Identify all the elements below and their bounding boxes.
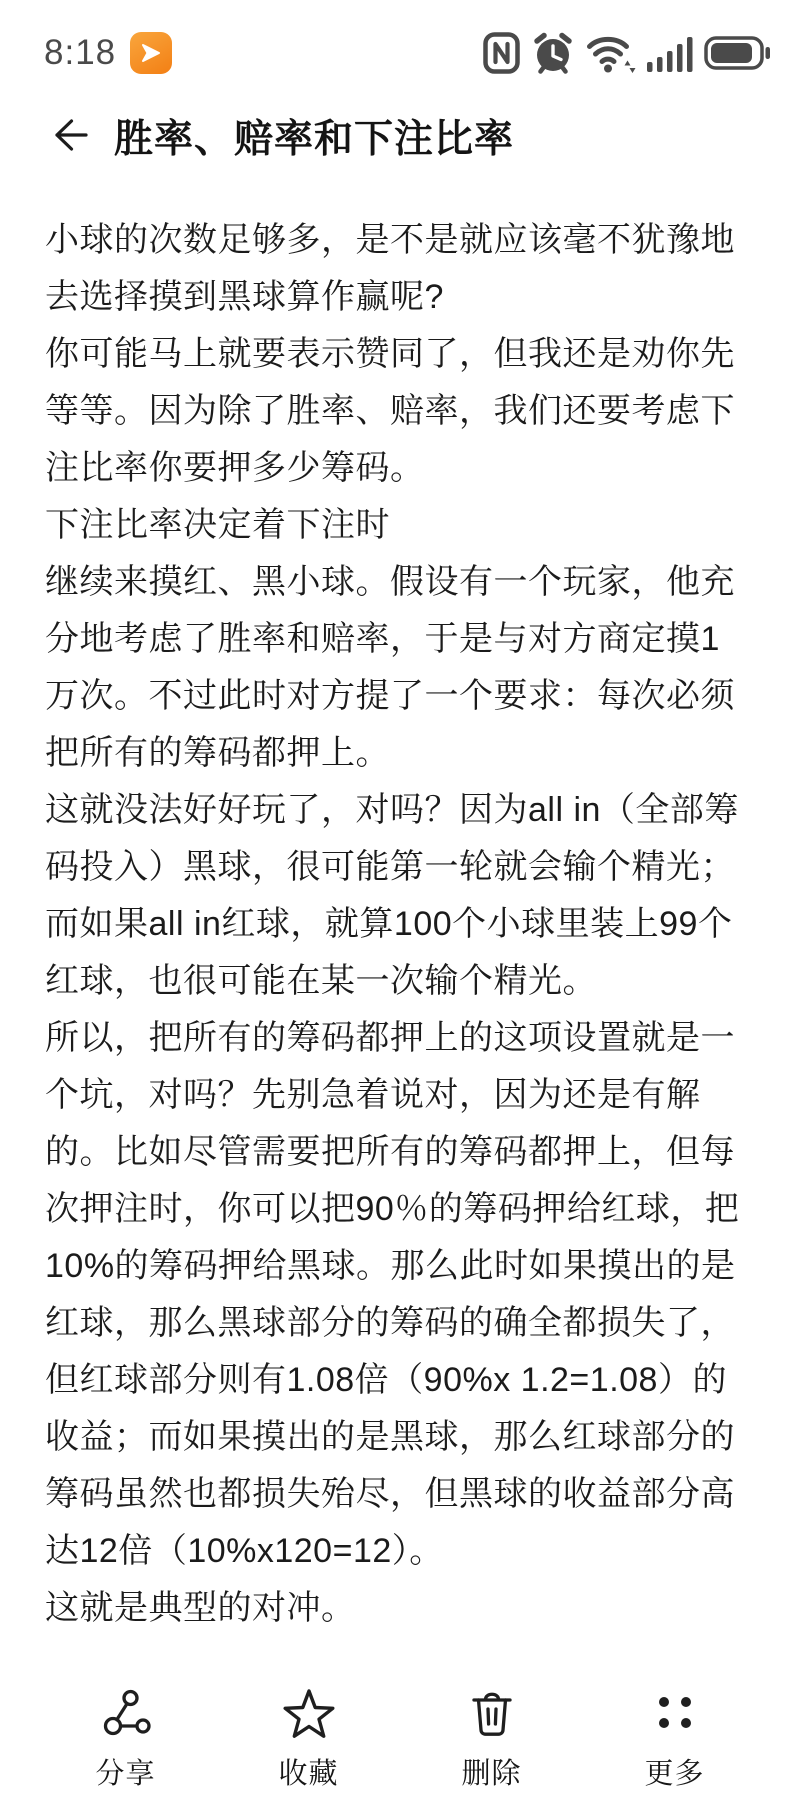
status-bar <box>0 0 800 92</box>
share-button[interactable] <box>34 1686 217 1792</box>
delete-label: 删除 <box>461 1758 522 1790</box>
page-title: 胜率、赔率和下注比率 <box>114 118 515 161</box>
back-arrow-icon <box>47 112 93 161</box>
article-line: 而如果all in红球，就算100个小球里装上99个 <box>45 905 733 943</box>
back-button[interactable] <box>46 112 94 160</box>
article-line: 红球，那么黑球部分的筹码的确全都损失了， <box>45 1304 735 1342</box>
share-label: 分享 <box>95 1758 156 1790</box>
article-line: 把所有的筹码都押上。 <box>45 734 390 772</box>
trash-icon <box>465 1686 519 1740</box>
status-bar-right <box>483 31 770 75</box>
article-line: 这就是典型的对冲。 <box>45 1589 356 1627</box>
nfc-icon <box>483 32 520 74</box>
status-bar-left <box>44 32 172 74</box>
article-line: 码投入）黑球，很可能第一轮就会输个精光； <box>45 848 735 886</box>
clock-time: 8:18 <box>44 33 117 72</box>
favorite-button[interactable] <box>217 1686 400 1792</box>
article-line: 的。比如尽管需要把所有的筹码都押上，但每 <box>45 1133 735 1171</box>
signal-bars-icon <box>647 34 693 72</box>
article-line: 次押注时，你可以把90％的筹码押给红球，把 <box>45 1190 740 1228</box>
article-line: 分地考虑了胜率和赔率，于是与对方商定摸1 <box>45 620 720 658</box>
article-line: 所以，把所有的筹码都押上的这项设置就是一 <box>45 1019 735 1057</box>
article-line: 个坑，对吗？先别急着说对，因为还是有解 <box>45 1076 701 1114</box>
article-line: 小球的次数足够多，是不是就应该毫不犹豫地 <box>45 221 735 259</box>
article-line: 收益；而如果摸出的是黑球，那么红球部分的 <box>45 1418 735 1456</box>
title-bar <box>0 98 800 174</box>
article-line: 达12倍（10%x120=12）。 <box>45 1532 444 1570</box>
share-icon <box>99 1686 153 1740</box>
article-line: 10%的筹码押给黑球。那么此时如果摸出的是 <box>45 1247 736 1285</box>
more-dots-icon <box>648 1686 702 1740</box>
article-line: 这就没法好好玩了，对吗？因为all in（全部筹 <box>45 791 739 829</box>
wifi-icon <box>586 32 636 74</box>
article-line: 去选择摸到黑球算作赢呢? <box>45 278 444 316</box>
play-badge-icon <box>130 32 172 74</box>
article-line: 但红球部分则有1.08倍（90%x 1.2=1.08）的 <box>45 1361 727 1399</box>
favorite-label: 收藏 <box>278 1758 339 1790</box>
battery-icon <box>704 36 770 70</box>
bottom-toolbar <box>0 1686 800 1792</box>
article-line: 注比率你要押多少筹码。 <box>45 449 425 487</box>
star-icon <box>282 1686 336 1740</box>
article-line: 你可能马上就要表示赞同了，但我还是劝你先 <box>45 335 735 373</box>
article-line: 继续来摸红、黑小球。假设有一个玩家，他充 <box>45 563 735 601</box>
article-line: 红球，也很可能在某一次输个精光。 <box>45 962 597 1000</box>
article-line: 万次。不过此时对方提了一个要求：每次必须 <box>45 677 735 715</box>
article-line: 下注比率决定着下注时 <box>45 506 390 544</box>
article-line: 等等。因为除了胜率、赔率，我们还要考虑下 <box>45 392 735 430</box>
article-line: 筹码虽然也都损失殆尽，但黑球的收益部分高 <box>45 1475 735 1513</box>
more-button[interactable] <box>583 1686 766 1792</box>
article-body <box>45 212 780 1637</box>
more-label: 更多 <box>644 1758 705 1790</box>
alarm-icon <box>531 31 575 75</box>
delete-button[interactable] <box>400 1686 583 1792</box>
